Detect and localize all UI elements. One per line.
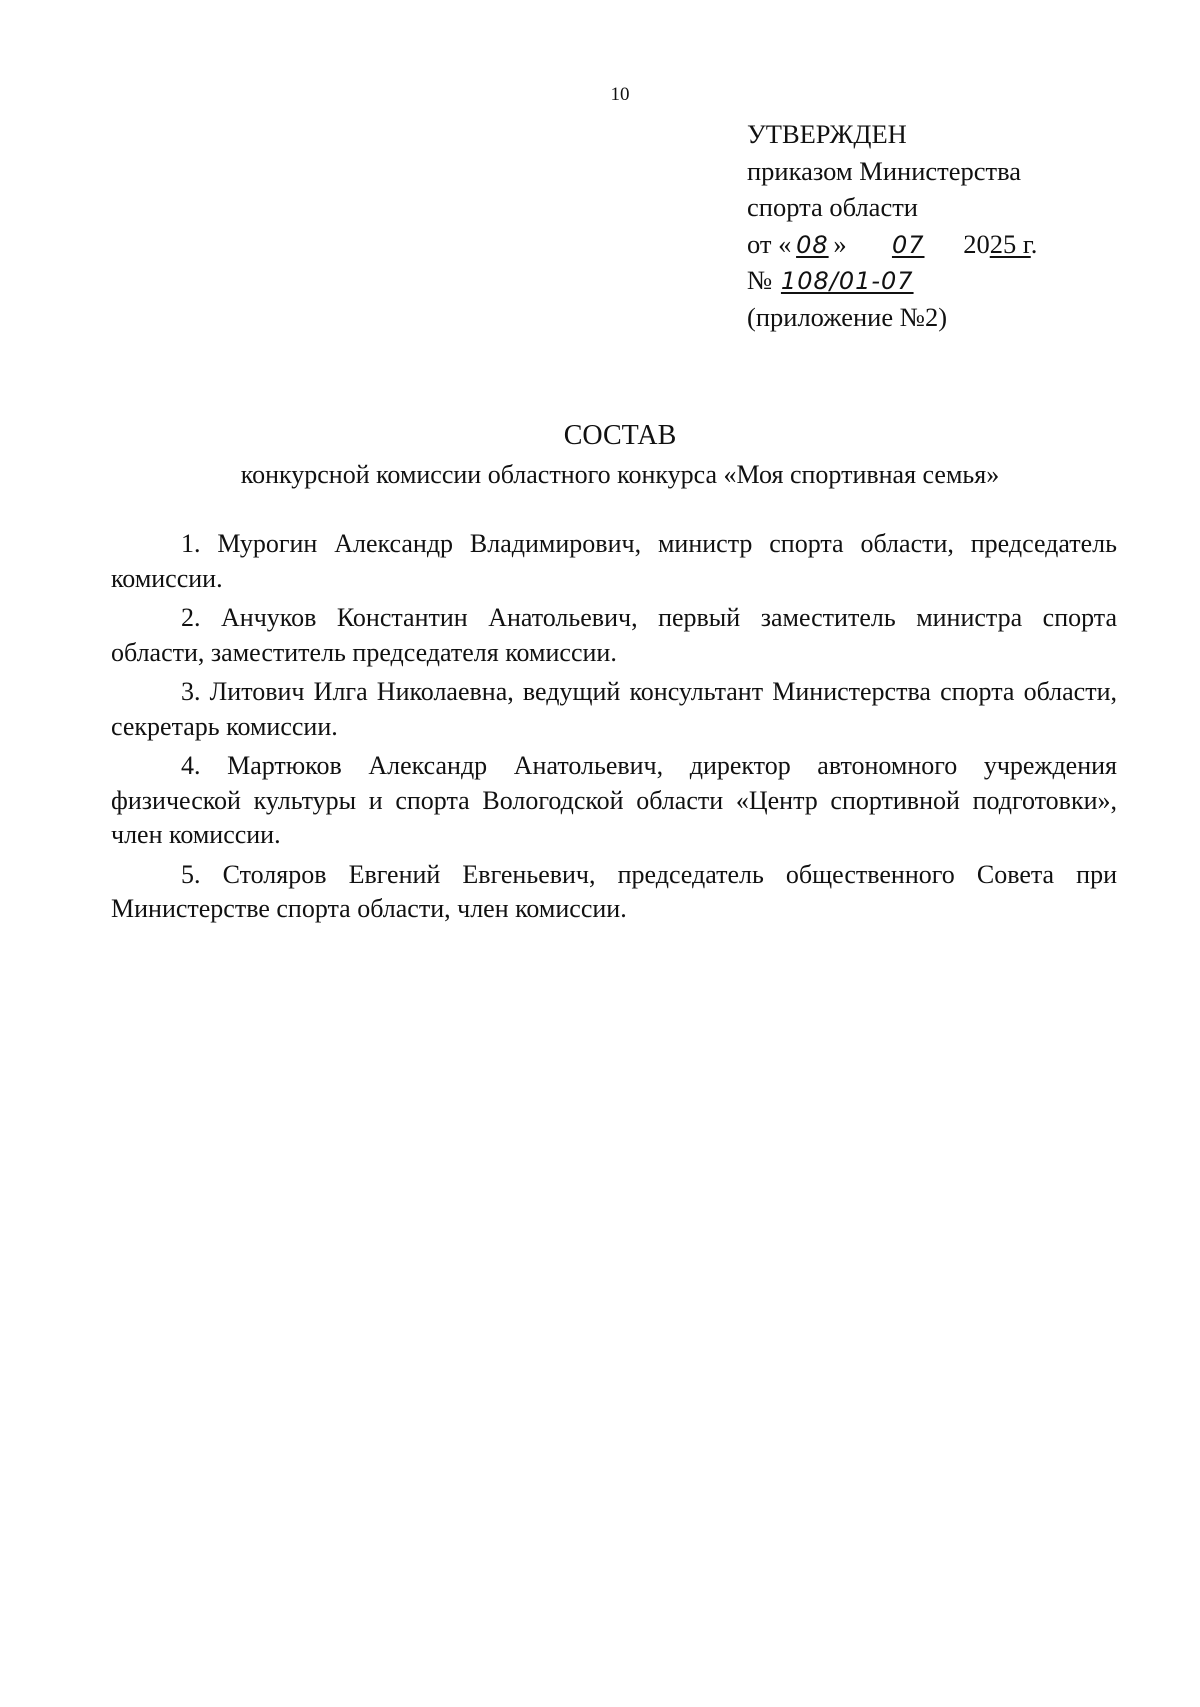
- document-title: СОСТАВ: [563, 420, 677, 451]
- document-heading: [0, 417, 1200, 493]
- date-end: .: [1030, 228, 1038, 259]
- page-number: 10: [610, 84, 630, 105]
- approval-ministry-line: спорта области: [747, 192, 918, 222]
- member-item-3: 3. Литович Илга Николаевна, ведущий консультант Министерства спорта области, секретарь комиссии.: [111, 677, 1117, 741]
- date-year-suffix: 25 г: [989, 228, 1031, 259]
- approval-stamp-block: [747, 116, 1037, 335]
- approval-appendix: (приложение №2): [747, 301, 948, 332]
- document-subtitle: конкурсной комиссии областного конкурса «Моя спортивная семья»: [240, 460, 1000, 489]
- member-item-5: 5. Столяров Евгений Евгеньевич, председатель общественного Совета при Министерстве спорта области, член комиссии.: [111, 859, 1117, 923]
- member-item-2: 2. Анчуков Константин Анатольевич, первый заместитель министра спорта области, заместитель председателя комиссии.: [111, 603, 1117, 667]
- member-item-4: 4. Мартюков Александр Анатольевич, директор автономного учреждения физической культуры и спорта Вологодской области «Центр спортивной подготовки», член комиссии.: [111, 751, 1117, 849]
- date-prefix: от «: [747, 228, 792, 259]
- commission-members-list: [111, 527, 1117, 932]
- approval-title: УТВЕРЖДЕН: [747, 119, 907, 149]
- approval-order-line: приказом Министерства: [747, 155, 1022, 186]
- number-prefix: №: [747, 265, 773, 295]
- handwritten-month: 07: [891, 230, 925, 259]
- approval-number-line: [747, 262, 1037, 299]
- handwritten-order-number: 108/01-07: [780, 267, 914, 295]
- member-item-1: 1. Мурогин Александр Владимирович, министр спорта области, председатель комиссии.: [111, 529, 1117, 593]
- handwritten-day: 08: [796, 230, 829, 259]
- date-mid: »: [833, 228, 847, 259]
- approval-date-line: [747, 226, 1037, 263]
- date-year-prefix: 20: [963, 228, 990, 259]
